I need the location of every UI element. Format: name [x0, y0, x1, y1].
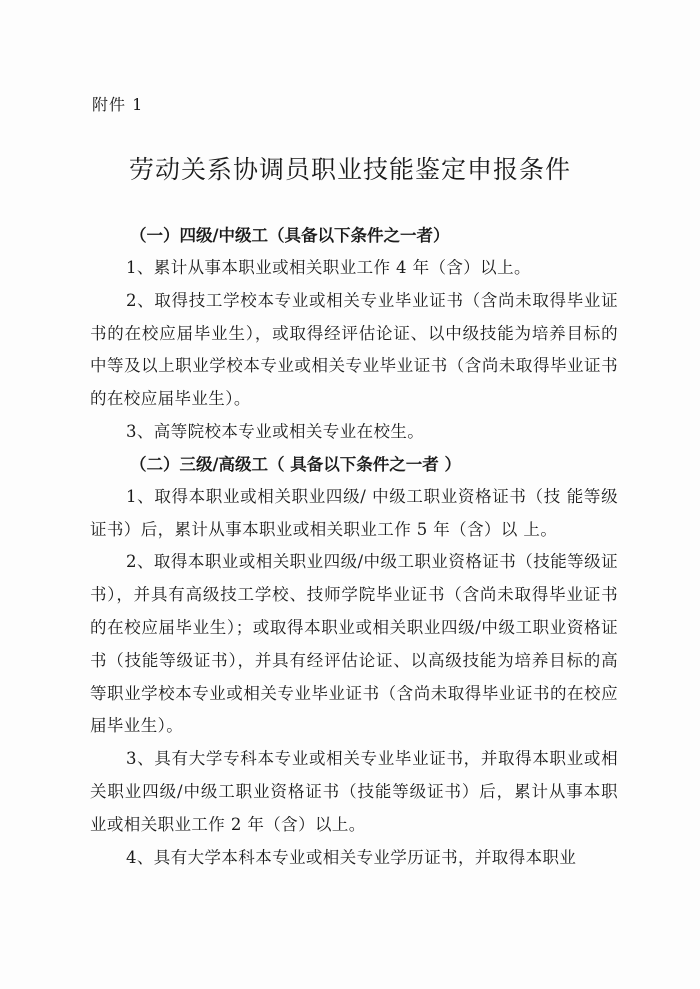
condition-item: 1、取得本职业或相关职业四级/ 中级工职业资格证书（技 能等级证书）后，累计从事本职业或相关职业工作 5 年（含）以 上。: [90, 486, 618, 539]
condition-item: 2、取得技工学校本专业或相关专业毕业证书（含尚未取得毕业证书的在校应届毕业生），或取得经评估论证、以中级技能为培养目标的中等及以上职业学校本专业或相关专业毕业证书（含尚未取得毕业证书的在校应届毕业生）。: [90, 290, 618, 409]
attachment-label: 附件 1: [92, 95, 144, 114]
condition-item: 2、取得本职业或相关职业四级/中级工职业资格证书（技能等级证书），并具有高级技工学校、技师学院毕业证书（含尚未取得毕业证书的在校应届毕业生）；或取得本职业或相关职业四级/中级工职业资格证书（技能等级证书），并具有经评估论证、以高级技能为培养目标的高等职业学校本专业或相关专业毕业证书（含尚未取得毕业证书的在校应届毕业生）。: [90, 552, 618, 736]
condition-item: 3、高等院校本专业或相关专业在校生。: [126, 421, 425, 441]
section-heading-1: （一）四级/中级工（具备以下条件之一者）: [130, 226, 450, 245]
page-title: 劳动关系协调员职业技能鉴定申报条件: [128, 155, 571, 184]
document-body: [90, 220, 618, 874]
condition-item: 1、累计从事本职业或相关职业工作 4 年（含）以上。: [126, 258, 531, 277]
condition-item: 4、具有大学本科本专业或相关专业学历证书，并取得本职业: [126, 847, 577, 867]
section-heading-2: （二）三级/高级工（ 具备以下条件之一者 ）: [130, 454, 462, 474]
condition-item: 3、具有大学专科本专业或相关专业毕业证书，并取得本职业或相关职业四级/中级工职业资格证书（技能等级证书）后，累计从事本职业或相关职业工作 2 年（含）以上。: [90, 749, 618, 834]
